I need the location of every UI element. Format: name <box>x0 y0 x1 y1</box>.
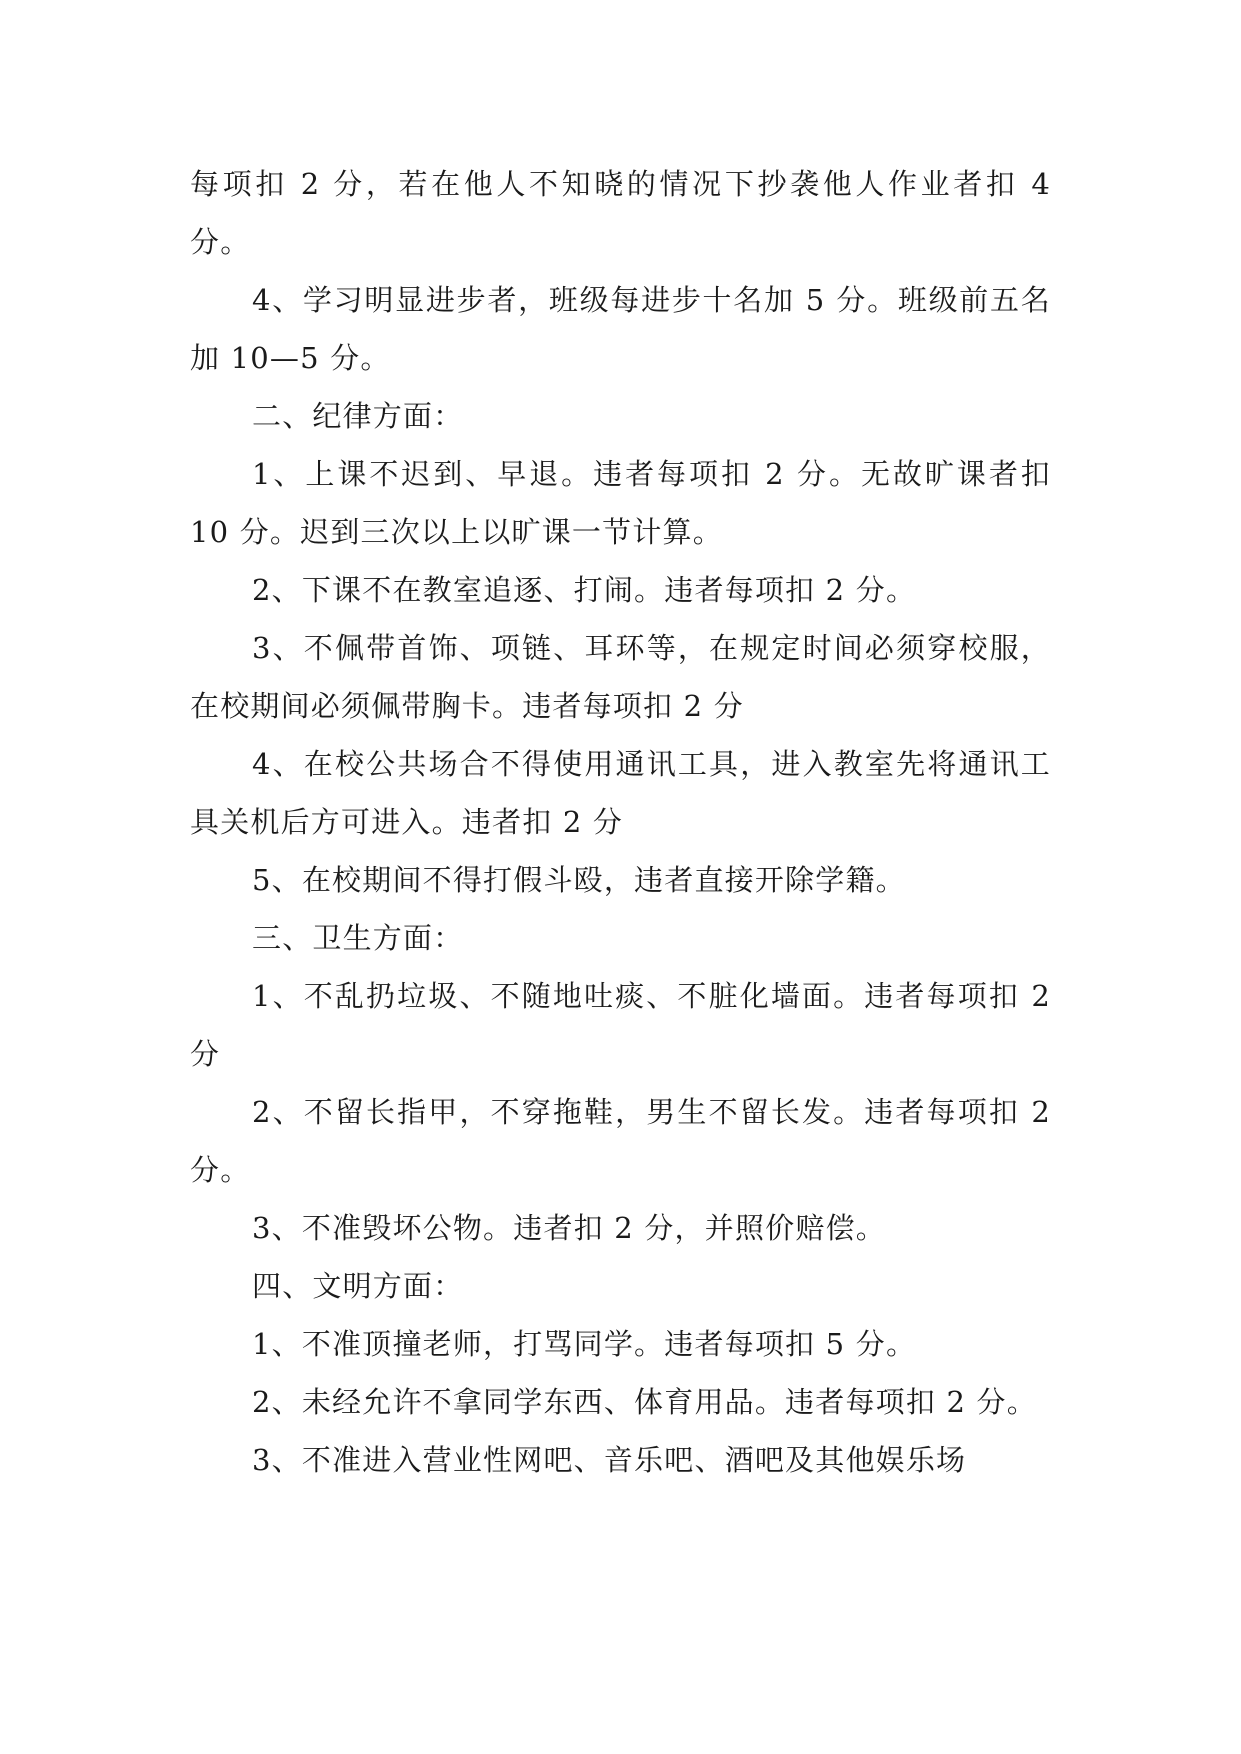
document-body <box>190 155 1051 1489</box>
paragraph-item-dress-code: 3、不佩带首饰、项链、耳环等，在规定时间必须穿校服，在校期间必须佩带胸卡。违者每项扣 2 分 <box>190 631 1051 723</box>
section-heading-discipline: 二、纪律方面： <box>252 399 464 433</box>
paragraph-continuation: 每项扣 2 分，若在他人不知晓的情况下抄袭他人作业者扣 4 分。 <box>190 167 1051 259</box>
paragraph-item-belongings: 2、未经允许不拿同学东西、体育用品。违者每项扣 2 分。 <box>252 1385 1037 1419</box>
paragraph-item-littering: 1、不乱扔垃圾、不随地吐痰、不脏化墙面。违者每项扣 2 分 <box>190 979 1051 1071</box>
paragraph-item-phones: 4、在校公共场合不得使用通讯工具，进入教室先将通讯工具关机后方可进入。违者扣 2 分 <box>190 747 1051 839</box>
paragraph-item-attendance: 1、上课不迟到、早退。违者每项扣 2 分。无故旷课者扣 10 分。迟到三次以上以旷课一节计算。 <box>190 457 1051 549</box>
section-heading-hygiene: 三、卫生方面： <box>252 921 464 955</box>
paragraph-item-grooming: 2、不留长指甲，不穿拖鞋，男生不留长发。违者每项扣 2 分。 <box>190 1095 1051 1187</box>
section-heading-civility: 四、文明方面： <box>252 1269 464 1303</box>
paragraph-item-break-time: 2、下课不在教室追逐、打闹。违者每项扣 2 分。 <box>252 573 917 607</box>
paragraph-item-fighting: 5、在校期间不得打假斗殴，违者直接开除学籍。 <box>252 863 906 897</box>
paragraph-item-progress: 4、学习明显进步者，班级每进步十名加 5 分。班级前五名加 10—5 分。 <box>190 283 1051 375</box>
paragraph-item-respect: 1、不准顶撞老师，打骂同学。违者每项扣 5 分。 <box>252 1327 917 1361</box>
paragraph-item-public-property: 3、不准毁坏公物。违者扣 2 分，并照价赔偿。 <box>252 1211 886 1245</box>
paragraph-item-entertainment: 3、不准进入营业性网吧、音乐吧、酒吧及其他娱乐场 <box>252 1443 967 1477</box>
